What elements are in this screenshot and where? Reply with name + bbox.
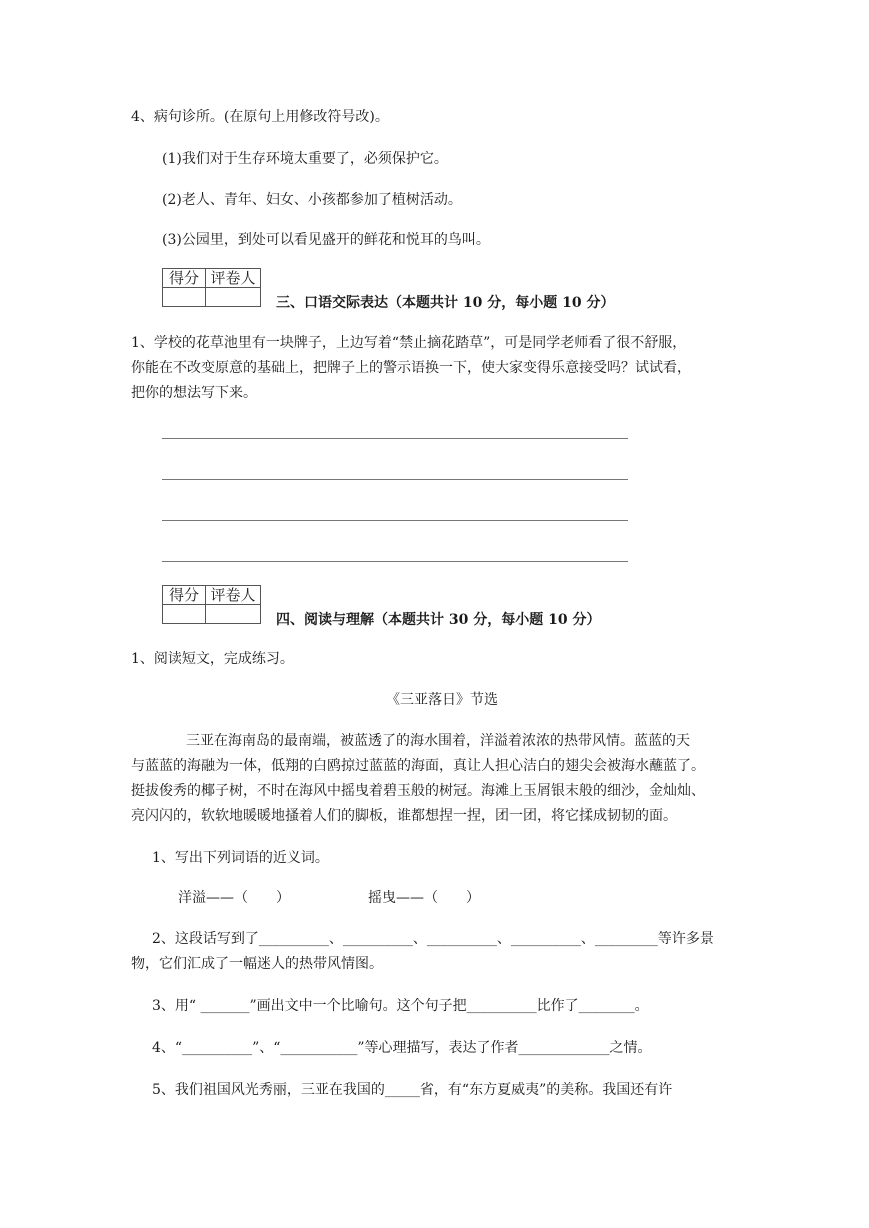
score-label: 得分	[163, 269, 206, 288]
section3-q1-line2: 你能在不改变原意的基础上，把牌子上的警示语换一下，使大家变得乐意接受吗？试试看，	[131, 360, 691, 376]
grader-cell	[206, 288, 261, 307]
answer-line[interactable]	[162, 520, 628, 521]
section4-title: 四、阅读与理解（本题共计 30 分，每小题 10 分）	[276, 612, 601, 628]
section4-instruction: 1、阅读短文，完成练习。	[131, 651, 294, 667]
grader-cell	[206, 605, 261, 624]
section4-q2-line2: 物，它们汇成了一幅迷人的热带风情图。	[131, 956, 383, 972]
section4-q5[interactable]: 5、我们祖国风光秀丽，三亚在我国的_____省，有“东方夏威夷”的美称。我国还有许	[152, 1082, 673, 1098]
section3-q1-line1: 1、学校的花草池里有一块牌子，上边写着“禁止摘花踏草”，可是同学老师看了很不舒服，	[131, 335, 687, 351]
grader-label: 评卷人	[206, 269, 261, 288]
answer-line[interactable]	[162, 561, 628, 562]
q4-title: 4、病句诊所。(在原句上用修改符号改)。	[131, 109, 389, 125]
passage-line-4: 亮闪闪的，软软地暖暖地搔着人们的脚板，谁都想捏一捏，团一团，将它揉成韧韧的面。	[131, 808, 677, 824]
q4-item-3: (3)公园里，到处可以看见盛开的鲜花和悦耳的鸟叫。	[162, 232, 490, 248]
synonym-yangyi[interactable]: 洋溢——（ ）	[178, 890, 290, 906]
synonym-yaoye[interactable]: 摇曳——（ ）	[368, 890, 480, 906]
section4-q1: 1、写出下列词语的近义词。	[152, 850, 329, 866]
score-cell	[163, 605, 206, 624]
score-cell	[163, 288, 206, 307]
score-box-section3	[162, 268, 261, 307]
answer-line[interactable]	[162, 438, 628, 439]
grader-label: 评卷人	[206, 586, 261, 605]
passage-line-3: 挺拔俊秀的椰子树，不时在海风中摇曳着碧玉般的树冠。海滩上玉屑银末般的细沙，金灿灿、	[131, 783, 705, 799]
section4-q2-line1[interactable]: 2、这段话写到了__________、__________、__________、__________、_________等许多景	[152, 931, 714, 947]
section3-title: 三、口语交际表达（本题共计 10 分，每小题 10 分）	[276, 295, 615, 311]
q4-item-1: (1)我们对于生存环境太重要了，必须保护它。	[162, 151, 448, 167]
passage-title: 《三亚落日》节选	[386, 692, 498, 708]
section3-q1-line3: 把你的想法写下来。	[131, 385, 257, 401]
section4-q3[interactable]: 3、用“ _______”画出文中一个比喻句。这个句子把__________比作了________。	[152, 998, 649, 1014]
score-box-section4	[162, 585, 261, 624]
answer-line[interactable]	[162, 479, 628, 480]
q4-item-2: (2)老人、青年、妇女、小孩都参加了植树活动。	[162, 192, 462, 208]
score-label: 得分	[163, 586, 206, 605]
passage-line-1: 三亚在海南岛的最南端，被蓝透了的海水围着，洋溢着浓浓的热带风情。蓝蓝的天	[186, 733, 690, 749]
section4-q4[interactable]: 4、“__________”、“___________”等心理描写，表达了作者_____________之情。	[152, 1040, 652, 1056]
passage-line-2: 与蓝蓝的海融为一体，低翔的白鸥掠过蓝蓝的海面，真让人担心洁白的翅尖会被海水蘸蓝了。	[131, 758, 705, 774]
